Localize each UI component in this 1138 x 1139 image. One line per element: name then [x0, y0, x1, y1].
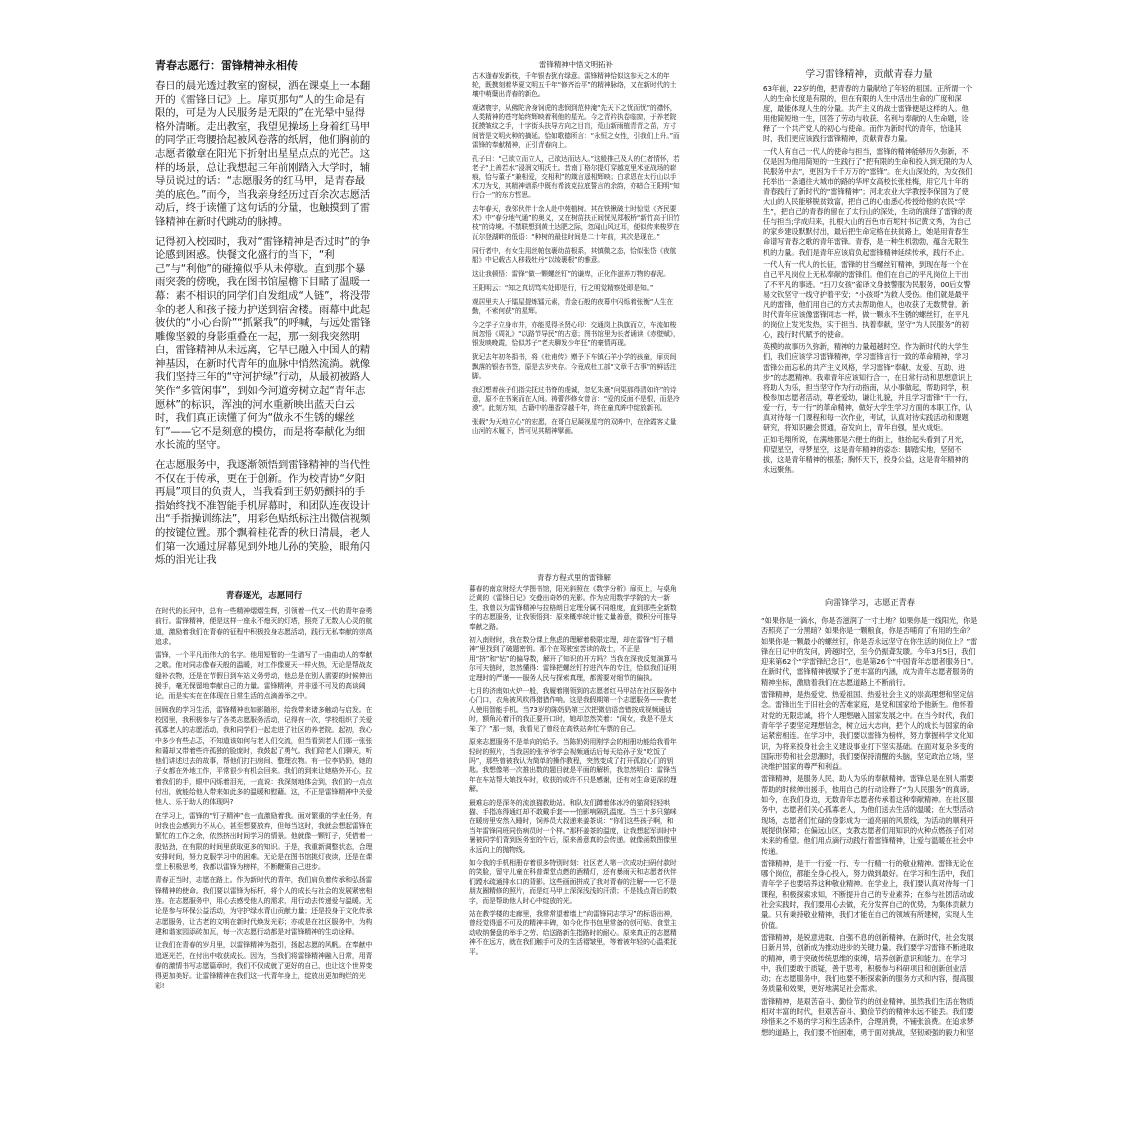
article-paragraph: 观诸寰宇，从佛陀舍身饲虎的悲悯到范仲淹“先天下之忧而忧”的襟怀，人类精神的苍穹始终辉映着利他的星光。今之青衿执卷临窗，于养老院抚摸皱纹之手，十字街头扶导方向之目盲，荒山新雨植青青之苗，方寸间皆是文明火种的摘延。恰如歌德所言：“永恒之女性，引我们上升。”而雷锋的奉献精神，正引青春向上。: [472, 104, 680, 149]
article-paragraph: 一代人有自己一代人的使命与担当，雷锋的精神能够历久弥新，不仅是因为他用简短的一生践行了“把有限的生命和投入到无限的为人民服务中去”，更因为千千万万的“雷锋”。在大山深处的，为女孩们托举出一条通往大城市的路的华坪女高校长张桂梅，用它几十年的青春践行了新时代的“雷锋精神”；河北农业大学教授李保国为了使大山的人民能够脱贫致富，把自己的心血悉心传授给他的农民“学生”，把自己的青春的留在了太行山的深处，生动的演绎了雷锋的责任与担当;学成归来，扎根大山的百色市百坭村书记黄文秀，为自己的家乡建设默默付出，最后把生命定格在扶贫路上，她是用青春生命谱写青春之歌的青年雷锋。青春，是一种生机勃勃，蕴含无限生机的力量。我们是青年应该肩负起雷锋精神延续传承，践行不止。: [763, 146, 973, 257]
article-paragraph: 王阳明云：“知之真切笃实处即是行，行之明觉精察处即是知。”: [472, 283, 654, 292]
article-paragraph: 正如毛翔所说，在满地都是六便士的街上，他抬起头看到了月光，仰望星空，寻梦星空，这是青年精神的姿态：脚踏实地，坚韧不拔，这是青年精神的根基；胸怀天下，投身公益，这是青年精神的永远聚焦。: [763, 435, 969, 475]
article-paragraph: 观居里夫人于镭屋提炼镭元素，青金石般的夜幕中闪烁着张衡“人生在勤，不索何获”的星辉。: [472, 297, 673, 316]
article-paragraph: 春日的晨光透过教室的窗棂，洒在课桌上一本翻开的《雷锋日记》上。扉页那句“人的生命是有限的，可是为人民服务是无限的”在光晕中显得格外清晰。走出教室，我望见操场上身着红马甲的同学正弯腰拾起被风卷落的纸屑，他们胸前的志愿者徽章在阳光下折射出星星点点的光芒。这样的场景，总让我想起三年前刚踏入大学时，辅导员说过的话：“志愿服务的红马甲，是青春最美的底色。”而今，当我亲身经历过百余次志愿活动后，终于读懂了这句话的分量，也触摸到了雷锋精神在新时代跳动的脉搏。: [155, 80, 371, 228]
article-paragraph: 在时代的长河中，总有一些精神熠熠生辉，引领着一代又一代的青年奋勇前行。雷锋精神，便是这样一座永不熄灭的灯塔，照亮了无数人心灵的航道，激励着我们在青春的征程中积极投身志愿活动，践行无私奉献的崇高追求。: [155, 607, 373, 646]
article-paragraph: 回顾我的学习生活，雷锋精神也如影随形，给我带来诸多触动与启发。在校园里，我积极参与了各类志愿服务活动，记得有一次，学校组织了关爱孤寡老人的志愿活动，我和同学们一起走进了社区的养老院。起初，我心中多少有些忐忑，不知道该如何与老人们交流，但当看到老人们那一张张和蔼却又带着些许孤独的脸庞时，我鼓起了勇气。我们陪老人们聊天，听他们讲述过去的故事，帮他们打扫房间、整理衣物。有一位李奶奶，她的子女都在外地工作，平常很少有机会回来。我们的到来让她格外开心，拉着我们的手，眼中闪烁着泪光，一直说：我深刻地体会到，我们的一点点付出，就能给他人带来如此多的温暖和慰藉。这，不正是雷锋精神中关爱他人、乐于助人的体现吗?: [155, 705, 373, 807]
article-paragraph: 让我们在青春的岁月里，以雷锋精神为指引，扬起志愿的风帆。在奉献中追逐光芒，在付出中收获成长。因为，当我们将雷锋精神融入日常，用青春的激情书写志愿篇章时，我们不仅成就了更好的自己，也让这个世界变得更加美好。让雷锋精神在我们这一代青年身上，绽放出更加绚烂的光彩!: [155, 941, 373, 991]
article-civilization: [472, 59, 680, 563]
article-paragraph: 同行者中，有女生用丝帕包裹幼苗根系，其慎微之态，恰似张岱《夜航船》中记载古人移栽牡丹“以绫裹根”的雅意。: [472, 246, 677, 264]
article-paragraph: 在学习上，雷锋的“钉子精神”也一直激励着我。面对繁重的学业任务，有时我也会感到力不从心，甚至想要放弃，但每当这时，我就会想起雷锋在繁忙的工作之余，依然挤出时间学习的情景。他就像一颗钉子，凭借着一股钻劲，在有限的时间里获取更多的知识。于是，我重新调整状态，合理安排时间，努力克服学习中的困难。无论是在图书馆挑灯夜读，还是在课堂上积极思考，我都以雷锋为榜样，不断鞭策自己进步。: [155, 811, 373, 872]
article-paragraph: 原来志愿服务不是单向的给予。当陈奶奶用刚学会的相册功能给我看年轻时的照片，当我居的张爷爷学会视频通话后每天给孙子发“吃饭了吗”，那些曾被我认为简单的操作教程，突然变成了打开孤寂心门的钥匙。我想像第一次推出数的题目就是平面的解析，我忽然明白：雷锋当年在车站帮大娘找车时，收获的或许不只是感谢，还有对生命更深的理解。: [469, 738, 677, 794]
article-paragraph: 记得初入校园时，我对“雷锋精神是否过时”的争论感到困惑。快餐文化盛行的当下，“利己”与“利他”的碰撞似乎从未停歇。直到那个暴雨突袭的傍晚，我在图书馆屋檐下目睹了温暖一幕：素不相识的同学们自发组成“人链”，将没带伞的老人和孩子接力护送到宿舍楼。雨幕中此起彼伏的“小心台阶”“抓紧我”的呼喊，与远处雷锋雕像坚毅的身影重叠在一起，那一刻我突然明白，雷锋精神从未远离，它早已融入中国人的精神基因，在新时代青年的血脉中悄然流淌。就像我们坚持三年的“守河护绿”行动，从最初被路人笑作“多管闲事”，到如今河道旁树立起“青年志愿林”的标识，浑浊的河水重新映出蓝天白云时，我们真正读懂了何为“做永不生锈的螺丝钉”——它不是刻意的模仿，而是将奉献化为细水长流的坚守。: [155, 235, 371, 452]
article-paragraph: 雷锋精神，是锐意进取、自强不息的创新精神。在新时代，社会发展日新月异，创新成为推动进步的关键力量。我们要学习雷锋不断进取的精神，勇于突破传统思维的束缚，培养创新意识和能力。在学习中，我们要敢于质疑，善于思考，积极参与科研项目和创新创业活动；在志愿服务中，我们也要不断探索新的服务方式和内容，提高服务质量和效果，更好地满足社会需求。: [761, 932, 974, 994]
article-title: 青春方程式里的雷锋解: [537, 573, 611, 582]
article-paragraph: “如果你是一滴水，你是否滋润了一寸土地？如果你是一线阳光，你是否照亮了一分黑暗？如果你是一颗粮食，你是否哺育了有用的生命？如果你是一颗最小的螺丝钉，你是否永远坚守在你生活的岗位上？”雷锋在日记中的发问，跨越时空，至今仍振聋发聩。今年3月5日，我们迎来第62个“学雷锋纪念日”，也是第26个“中国青年志愿者服务日”。在新时代，雷锋精神被赋予了更丰富的内涵，成为青年志愿者服务的精神坐标，激励着我们在志愿道路上不断前行。: [761, 616, 978, 687]
article-paragraph: 英模的故事历久弥新，精神的力量超越时空。作为新时代的大学生们，我们应该学习雷锋精神，学习雷锋言行一致的革命精神，学习雷锋公而忘私的共产主义风格，学习雷锋“奉献、友爱、互助、进步”的志愿精神。我辈青年应该知行合一，在日常行动和思想意识上将助人为乐，担当坚守作为行动指南，从小事做起，帮助同学，积极参加志愿者活动，尊老爱幼，谦让礼貌，并且学习雷锋“干一行，爱一行，专一行”的革命精神，做好大学生学习方面的本职工作，认真对待每一门课程和每一次作业，考试，认真对待实践活动和课题研究，将知识融会贯通，奋发向上，青年自强，星火成炬。: [763, 342, 973, 433]
article-title: 学习雷锋精神，贡献青春力量: [805, 69, 933, 80]
article-paragraph: 我幻想着孩子们指尖抚过书脊的虔诚，忽忆朱熹“问渠那得清如许”的诗意，原不在书案而在人间。祷蕾莎修女曾言：“爱的反面不是恨，而是冷漠”。此刻方知，古籍中的墨香穿越千年，终在童真眸中绽放新刊。: [472, 385, 680, 412]
article-title: 向雷锋学习，志愿正青春: [824, 597, 916, 607]
article-paragraph: 今之学子立身市井，亦能觅得圣贤心印：交通岗上执旗而立，车流如梭间忽悟《周礼》“以路节导民”的古意；图书馆里为长者诵读《赤壁赋》，银发映晚霞，恰似苏子“老夫聊发少年狂”的豪情再现。: [472, 321, 680, 348]
article-volunteer-spirit: [155, 57, 375, 585]
article-paragraph: 青春正当时，志愿在路上。作为新时代的青年，我们肩负着传承和弘扬雷锋精神的使命。我们要以雷锋为标杆，将个人的成长与社会的发展紧密相连。在志愿服务中，用心去感受他人的需求，用行动去传递爱与温暖。无论是参与环保公益活动，为守护绿水青山贡献力量；还是投身于文化传承志愿服务，让古老的文明在新时代焕发光彩；亦或是在社区服务中，为构建和谐家园添砖加瓦，每一次志愿行动都是对雷锋精神的生动诠释。: [155, 876, 373, 936]
article-paragraph: 63年前，22岁的他，把青春的力量献给了年轻的祖国。正所谓一个人的生命长度是有限的，但在有限的人生中活出生命的广度和深度，最能体现人生的分量。共产主义的战士雷锋便是这样的人。他用他简短地一生，回答了劳动与收获、名利与奉献的人生命题，诠释了一个共产党人的初心与使命。而作为新时代的青年，恰逢其时，我们更应该践行雷锋精神，贡献青春力量。: [763, 84, 973, 144]
article-paragraph: 张载“为天地立心”的宏愿，在哥白尼凝视星穹的双眸中，在徐霞客丈量山河的木履下，皆可见其精神擘画。: [472, 418, 677, 436]
article-paragraph: 在志愿服务中，我逐渐领悟到雷锋精神的当代性不仅在于传承，更在于创新。作为校青协“夕阳再晨”项目的负责人，当我看到王奶奶颤抖的手指始终找不准智能手机屏幕时，和团队连夜设计出“手指操训练法”，用彩色贴纸标注出微信视频的按键位置。那个飘着桂花香的秋日清晨，老人们第一次通过屏幕见到外地儿孙的笑脸，眼角闪烁的泪光让我: [155, 459, 371, 567]
article-paragraph: 犹记去年初冬捐书，将《杜甫传》赠予下车镇石羊小学的孩童，扉页间飘落的银杏书签，原是去岁夹存。今竟成杜工部“文章千古事”的鲜活注脚。: [472, 353, 677, 380]
article-paragraph: 最难忘的是深冬的流浪猫救助站。和队友们蹲着体冰冷的猫窝轻轻哄猫、手指冻得通红却不敢戴手套——怕影响隔乳温度。当三十多只猫咪在暖房里安然入睡时，饲养员大叔递来姜茶说：“你们这些孩子啊，和当年雷锋同班同伤病员时一个样。”那杯姜茶的温度，让我想起军训时中暑被同学们背到医务室的午后，原来善意真的会传递。就像函数图像里永远向上的抛物线。: [469, 798, 677, 854]
article-paragraph: 一代人有一代人的长征，雷锋的甘当螺丝钉精神，到现在每一个在自己平凡岗位上无私奉献的雷锋们。他们在自己的平凡岗位上干出了不平凡的事迹。“扫刀女孩”雀译文身披警服为民服务，00后女警易文钦坚守一线守护着平安；“小孩哥”为救人受伤。他们就是最平凡的雷锋，他们用自己的方式去帮助他人，也收获了无数赞誉。新时代青年应该像雷锋同志一样，做一颗永不生锈的螺丝钉，在平凡的岗位上发光发热，实干担当、执着奉献，坚守“为人民服务”的初心，践行时代赋予的使命。: [763, 259, 971, 340]
article-paragraph: 暮春的南京财经大学图书馆，阳光斜照在《数学分析》扉页上，与桌角泛黄的《雷锋日记》交叠出奇妙的光影。作为应用数学学院的大一新生，我曾以为雷锋精神与拉格朗日定理分属不同维度，直到那些全新数字的志愿服务，让我领悟到：原来概率统计能丈量善意，微积分可推导奉献之路。: [469, 585, 677, 631]
article-paragraph: 这让我顿悟：雷锋“做一颗螺丝钉”的谦卑，正化作滋养万物的春泥。: [472, 269, 670, 278]
article-paragraph: 七月的济南如火炉一般，我履着刚领到的志愿者红马甲站在社区服务中心门口，衣角被风吹得猎猎作响。这是我假期第一个志愿服务——教老人使用智能手机。当73岁的陈奶奶第三次把微信语音错按成视频通话时，额角沁着汗的我正要开口时，她却忽然笑着：“闺女，我是不是太笨了？”那一刻，我看见了曾经在高铁站奔忙车票的自己。: [469, 687, 677, 733]
article-paragraph: 雷锋，一个平凡而伟大的名字。他用短暂的一生谱写了一曲曲动人的奉献之歌。他对同志像春天般的温暖，对工作像夏天一样火热，无论是帮战友缝补衣物，还是在节假日到车站义务劳动，他总是在别人需要的时候伸出援手，毫无保留地奉献自己的力量。雷锋精神，并非遥不可及的高谈阔论，而是实实在在体现在日常生活的点滴善举之中。: [155, 651, 373, 701]
article-paragraph: 雷锋精神，是艰苦奋斗、勤俭节约的创业精神。虽然我们生活在物质相对丰富的时代，但艰苦奋斗、勤俭节约的精神永远不能丢。我们要珍惜来之不易的学习和生活条件，合理消费，不铺张浪费。在追求梦想的道路上，我们要不怕困难，勇于面对挑战，坚韧顽强的毅力和坚: [761, 996, 974, 1037]
article-paragraph: 站在教学楼的走廊里，我常常望着墙上“向雷锋同志学习”的标语出神，曾经觉得遥不可及的精神丰碑，如今化作书包里常备的创可贴、食堂主动收纳餐盘的举手之劳、给送路新生指路时的耐心。原来真正的志愿精神不在远方，就在我们触手可及的生活褶皱里，等着被年轻的心温柔抚平。: [469, 910, 677, 956]
article-paragraph: 雷锋精神，是服务人民、助人为乐的奉献精神。雷锋总是在别人需要帮助的时候伸出援手，他用自己的行动诠释了“为人民服务”的真谛。如今，在我们身边，无数青年志愿者传承着这种奉献精神。在社区服务中，志愿者们关心孤寡老人，为他们送去生活的温暖；在大型活动现场，志愿者们忙碌的身影成为一道亮丽的风景线，为活动的顺利开展提供保障；在偏远山区，支教志愿者们用知识的火种点燃孩子们对未来的希望。他们用点滴行动践行着雷锋精神，让爱与温暖在社会中传递。: [761, 774, 974, 856]
article-title: 雷锋精神中悟文明拓补: [539, 60, 613, 69]
article-youth-chasing-light: [155, 589, 373, 1073]
article-paragraph: 去年春天，我邻伙伴十余人赴中苑植树。其在铁锹破土时惊觉《齐民要术》中“春分地气通”的奥义，又在树苗扶正间恍见郑板桥“新竹高于旧竹枝”的诗境。不禁联想到黄土达肥之际，忽闻山风过耳，便似传来梭罗在瓦尔登湖畔的低语：“种树的最佳时间是二十年前，其次是现在。”: [472, 205, 680, 241]
article-paragraph: 如今我的手机相册存着很多特别时刻：社区老人第一次成功扫码付款时的笑脸，留守儿童在科普课堂点燃的酒精灯，还有暴雨天和志愿者伙伴们蹚水疏通排水口的背影。这些画面拼成了我对青春的注解——它不是朋友圈精修的照片，而是红马甲上深深浅浅的汗渍；不是钱点背后的数字，而是帮助他人时心中绽放的光。: [469, 858, 677, 905]
article-paragraph: 孔子曰：“己欲立而立人，己欲达而达人。”这般推己及人的仁者情怀，若老子“上善若水”浸润文明沃土。昔南丁格尔提灯穿越克里米亚战场的崭痕，恰与董子“兼相爱，交相利”的箴言遥相辉映；白求恩在太行山以手术刀为戈，其精神谱系中既有希波克拉底誓言的余韵，亦暗合王阳明“知行合一”的东方哲思。: [472, 154, 680, 200]
article-volunteer-youth: [761, 597, 979, 1049]
article-learn-lei-feng: [763, 66, 975, 581]
article-paragraph: 古木逢春发新枝，千年银杏犹有绿意。雷锋精神恰似这参天之木的年轮，既携刻着华夏文明五千年“修齐治平”的精神脉络，又在新时代的土壤中萌蘖出青春的新色。: [472, 72, 677, 99]
article-paragraph: 雷锋精神，是热爱党、热爱祖国、热爱社会主义的崇高理想和坚定信念。雷锋出生于旧社会的苦难家庭，是党和国家给予他新生。他怀着对党的无限忠诚，将个人理想融入国家发展之中。在当今时代，我们青年学子要坚定理想信念，树立远大志向，把个人的成长与国家的命运紧密相连。在学习中，我们要以雷锋为榜样，努力掌握科学文化知识，为将来投身社会主义建设事业打下坚实基础。在面对复杂多变的国际形势和社会思潮时，我们要保持清醒的头脑，坚定政治立场，坚决维护国家的尊严和利益。: [761, 690, 974, 772]
article-paragraph: 雷锋精神，是干一行爱一行、专一行精一行的敬业精神。雷锋无论在哪个岗位，都能全身心投入，努力做到最好。在学习和生活中，我们青年学子也要培养这种敬业精神。在学业上，我们要认真对待每一门课程，积极探索求知，不断提升自己的专业素养；在参与社团活动或社会实践时，我们要用心去做，充分发挥自己的优势，为集体贡献力量。只有秉持敬业精神，我们才能在自己的领域有所建树，实现人生价值。: [761, 858, 974, 930]
article-title: 青春志愿行：雷锋精神永相传: [155, 59, 298, 72]
article-paragraph: 初入南财时，我在数分课上焦虑的理解着极限定理，却在雷锋“钉子精神”里找到了破题密钥。那个在驾驶室苦读的战士，不正是用“挤”和“钻”的偏导数，解开了知识的开方吗？当我在深夜反复演算马尔可夫链时，忽然懂得：雷锋把螺丝钉拧进汽车的专注，恰似我们证明定理时的严谨——服务人民与探索真理，都需要对细节的偏执。: [469, 636, 677, 682]
article-youth-equation: [469, 572, 679, 1078]
article-title: 青春逐光，志愿同行: [225, 591, 303, 601]
